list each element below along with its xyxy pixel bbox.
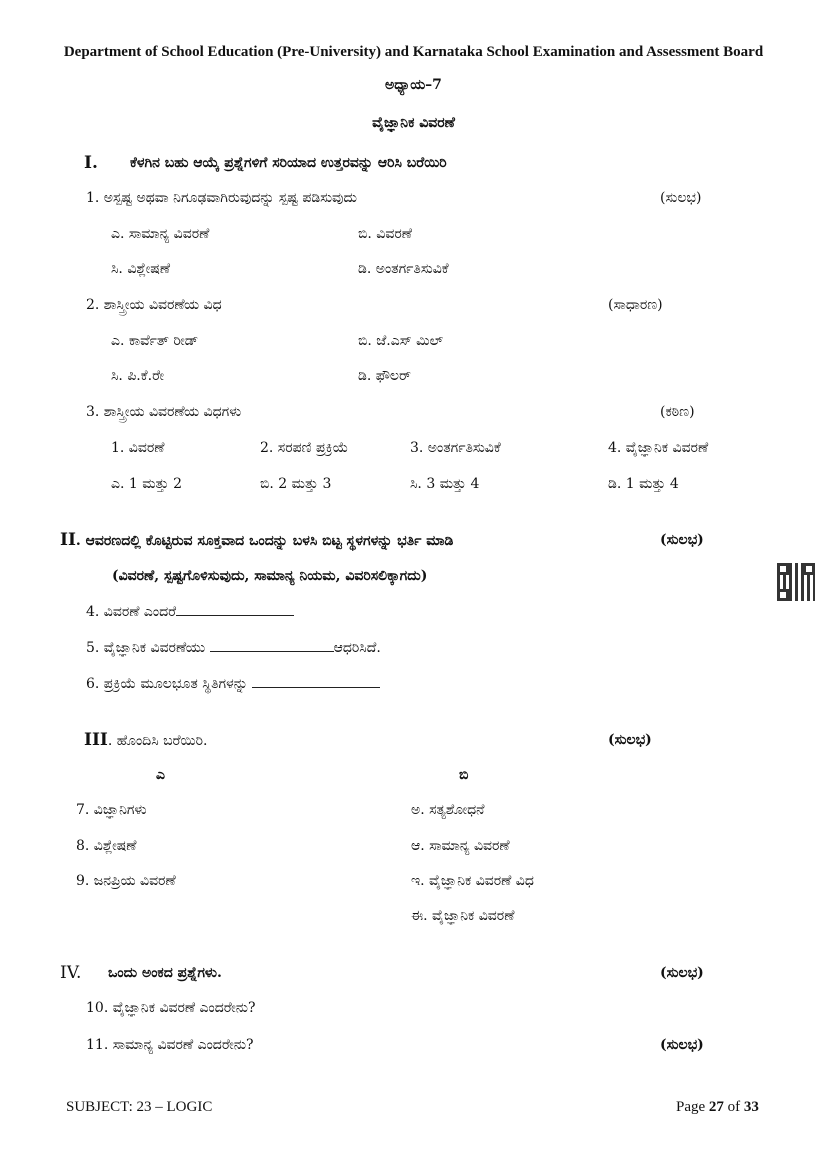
match-left-9: 9. ಜನಪ್ರಿಯ ವಿವರಣೆ	[76, 873, 176, 889]
match-left-8: 8. ವಿಶ್ಲೇಷಣೆ	[76, 838, 137, 854]
question-3: 3. ಶಾಸ್ತ್ರೀಯ ವಿವರಣೆಯ ವಿಧಗಳು	[86, 404, 242, 420]
question-4	[86, 603, 294, 620]
section-2-number: II	[60, 530, 76, 550]
q3-item-1: 1. ವಿವರಣೆ	[111, 440, 165, 456]
q2-option-a: ಎ. ಕಾರ್ವೆತ್ ರೀಡ್	[111, 333, 199, 349]
column-a-header: ಎ	[156, 767, 165, 783]
q1-option-a: ಎ. ಸಾಮಾನ್ಯ ವಿವರಣೆ	[111, 226, 210, 242]
q3-option-a: ಎ. 1 ಮತ್ತು 2	[111, 476, 182, 492]
q2-option-d: ಡಿ. ಫೌಲರ್	[358, 368, 411, 384]
chapter-title: ವೈಜ್ಞಾನಿಕ ವಿವರಣೆ	[372, 115, 455, 131]
match-right-aa: ಆ. ಸಾಮಾನ್ಯ ವಿವರಣೆ	[411, 838, 510, 854]
section-3-title: . ಹೊಂದಿಸಿ ಬರೆಯಿರಿ.	[107, 733, 208, 749]
match-right-ii: ಈ. ವೈಜ್ಞಾನಿಕ ವಿವರಣೆ	[411, 908, 515, 924]
question-4-blank	[176, 603, 294, 616]
q1-option-d: ಡಿ. ಅಂತರ್ಗತಿಸುವಿಕೆ	[358, 261, 449, 277]
section-4-number: IV.	[60, 963, 82, 983]
section-3-heading	[84, 730, 207, 750]
page-label: Page	[676, 1099, 706, 1115]
q3-option-b: ಬಿ. 2 ಮತ್ತು 3	[260, 476, 332, 492]
q3-option-d: ಡಿ. 1 ಮತ್ತು 4	[608, 476, 679, 492]
footer-subject: SUBJECT: 23 – LOGIC	[66, 1099, 213, 1115]
section-1-number: I.	[84, 153, 98, 173]
section-1-title: ಕೆಳಗಿನ ಬಹು ಆಯ್ಕೆ ಪ್ರಶ್ನೆಗಳಿಗೆ ಸರಿಯಾದ ಉತ್ತರವನ್ನು ಆರಿಸಿ ಬರೆಯಿರಿ	[130, 155, 447, 171]
qr-code	[777, 563, 815, 601]
question-5-blank	[210, 639, 334, 652]
page-current: 27	[708, 1099, 724, 1115]
section-3-number: III	[84, 730, 108, 750]
question-1: 1. ಅಸ್ಪಷ್ಟ ಅಥವಾ ನಿಗೂಢವಾಗಿರುವುದನ್ನು ಸ್ಪಷ್ಟ ಪಡಿಸುವುದು	[86, 190, 357, 206]
question-10: 10. ವೈಜ್ಞಾನಿಕ ವಿವರಣೆ ಎಂದರೇನು?	[86, 1000, 256, 1016]
q1-option-b: ಬಿ. ವಿವರಣೆ	[358, 226, 412, 242]
q3-item-2: 2. ಸರಪಣಿ ಪ್ರಕ್ರಿಯೆ	[260, 440, 349, 456]
q2-option-b: ಬಿ. ಜೆ.ಎಸ್ ಮಿಲ್	[358, 333, 444, 349]
section-4-title: ಒಂದು ಅಂಕದ ಪ್ರಶ್ನೆಗಳು.	[108, 965, 222, 981]
section-2-word-options: (ವಿವರಣೆ, ಸ್ಪಷ್ಟಗೊಳಿಸುವುದು, ಸಾಮಾನ್ಯ ನಿಯಮ, ವಿವರಿಸಲಿಕ್ಕಾಗದು)	[112, 568, 428, 584]
section-2-level: (ಸುಲಭ)	[660, 532, 704, 548]
section-3-level: (ಸುಲಭ)	[608, 732, 652, 748]
section-2-title: . ಆವರಣದಲ್ಲಿ ಕೊಟ್ಟಿರುವ ಸೂಕ್ತವಾದ ಒಂದನ್ನು ಬಳಸಿ ಬಿಟ್ಟ ಸ್ಥಳಗಳನ್ನು ಭರ್ತಿ ಮಾಡಿ	[75, 533, 454, 549]
q3-item-4: 4. ವೈಜ್ಞಾನಿಕ ವಿವರಣೆ	[608, 440, 709, 456]
question-4-text: 4. ವಿವರಣೆ ಎಂದರೆ	[86, 604, 177, 620]
match-left-7: 7. ವಿಜ್ಞಾನಿಗಳು	[76, 802, 147, 818]
question-11: 11. ಸಾಮಾನ್ಯ ವಿವರಣೆ ಎಂದರೇನು?	[86, 1037, 254, 1053]
page-of: of	[727, 1099, 741, 1115]
question-6-blank	[252, 675, 380, 688]
question-3-level: (ಕಠಿಣ)	[660, 404, 695, 420]
question-1-level: (ಸುಲಭ)	[660, 190, 702, 206]
chapter-number: ಅಧ್ಯಾಯ–7	[385, 77, 442, 93]
question-5-end: ಆಧರಿಸಿದೆ.	[333, 640, 381, 656]
q3-option-c: ಸಿ. 3 ಮತ್ತು 4	[410, 476, 480, 492]
q3-item-3: 3. ಅಂತರ್ಗತಿಸುವಿಕೆ	[410, 440, 501, 456]
q1-option-c: ಸಿ. ವಿಶ್ಲೇಷಣೆ	[111, 261, 171, 277]
document-header: Department of School Education (Pre-University) and Karnataka School Examination and Assessment Board	[63, 44, 764, 60]
match-right-i: ಇ. ವೈಜ್ಞಾನಿಕ ವಿವರಣೆ ವಿಧ	[411, 873, 534, 889]
footer-page-number	[676, 1099, 759, 1116]
question-6-text: 6. ಪ್ರಕ್ರಿಯೆ ಮೂಲಭೂತ ಸ್ಥಿತಿಗಳನ್ನು	[86, 676, 248, 692]
question-2-level: (ಸಾಧಾರಣ)	[608, 297, 663, 313]
page-total: 33	[743, 1099, 759, 1115]
question-6	[86, 675, 380, 692]
question-11-level: (ಸುಲಭ)	[660, 1037, 704, 1053]
question-5-text: 5. ವೈಜ್ಞಾನಿಕ ವಿವರಣೆಯು	[86, 640, 206, 656]
q2-option-c: ಸಿ. ಪಿ.ಕೆ.ರೇ	[111, 368, 165, 384]
question-5	[86, 639, 381, 656]
column-b-header: ಬಿ	[459, 767, 469, 783]
question-2: 2. ಶಾಸ್ತ್ರೀಯ ವಿವರಣೆಯ ವಿಧ	[86, 297, 222, 313]
section-4-level: (ಸುಲಭ)	[660, 965, 704, 981]
section-2-heading	[60, 530, 453, 550]
match-right-a: ಅ. ಸತ್ಯಶೋಧನೆ	[411, 802, 485, 818]
